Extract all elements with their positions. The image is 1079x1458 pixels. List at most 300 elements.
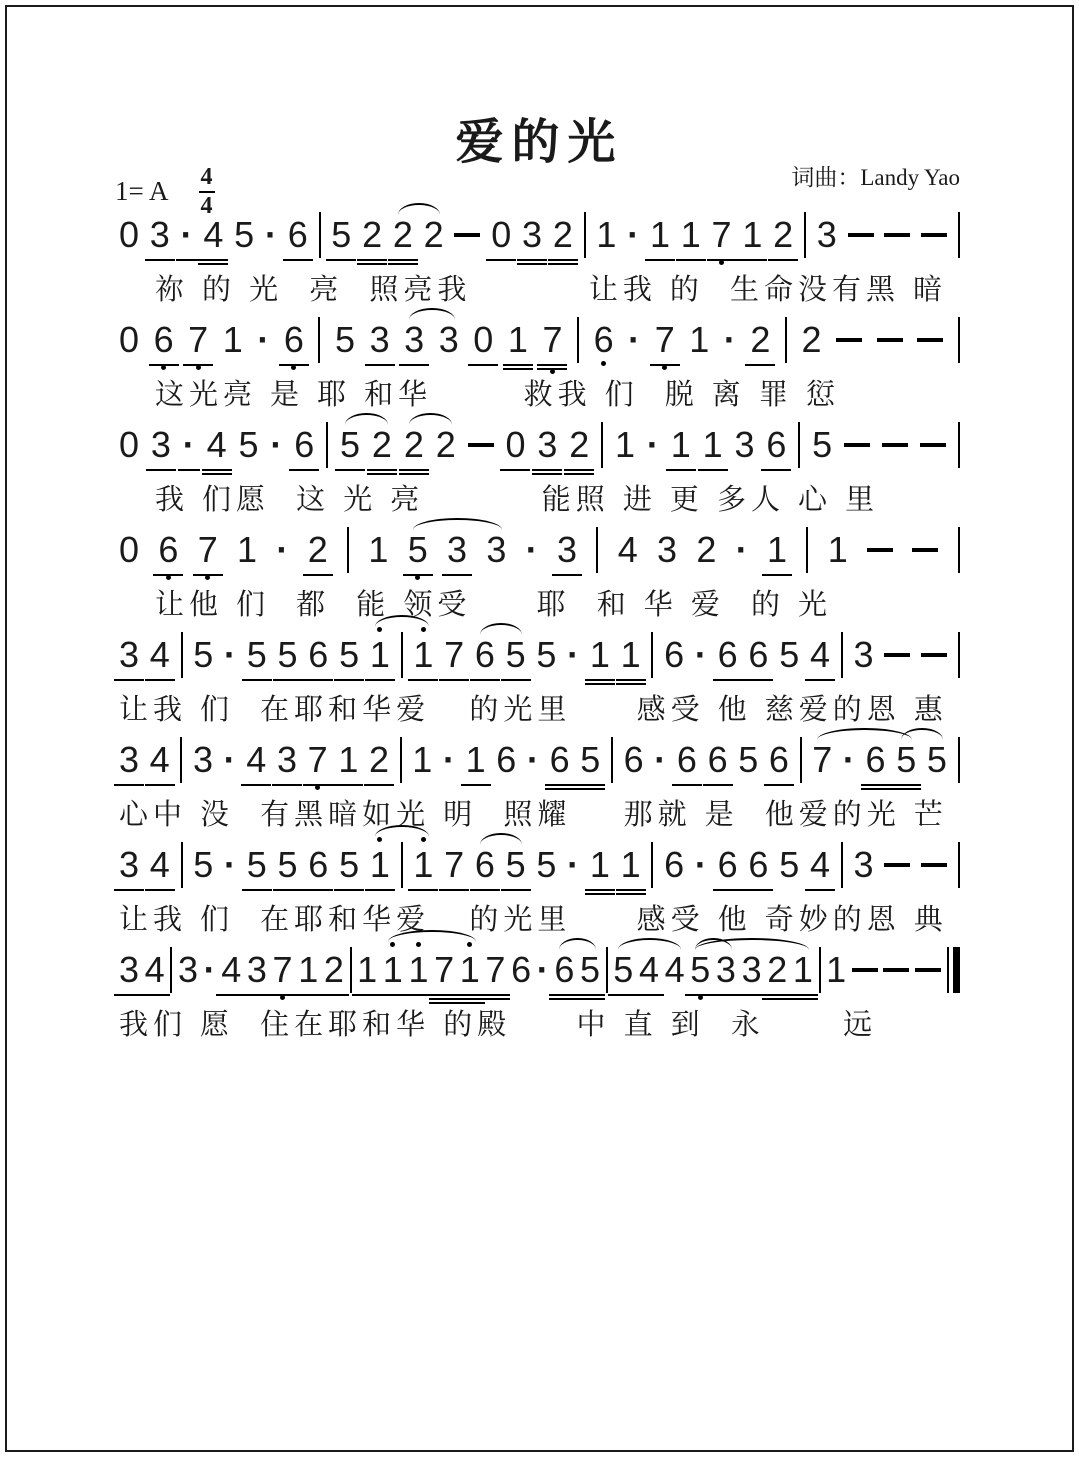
note (369, 844, 390, 885)
bar-line (841, 632, 843, 678)
note-digit: 6 (511, 949, 532, 990)
note-digit: 3 (741, 949, 762, 990)
note-digit: 3 (177, 949, 198, 990)
note-digit: 6 (593, 319, 614, 360)
bar-line (170, 947, 172, 993)
note-digit: 0 (119, 424, 140, 465)
beam-underline (439, 889, 469, 891)
beam-underline (891, 784, 921, 786)
note (767, 949, 788, 990)
note-digit: 5 (193, 844, 214, 885)
note (438, 319, 459, 360)
note-digit: 1 (338, 739, 359, 780)
note (339, 844, 360, 885)
note (308, 844, 329, 885)
note (206, 424, 227, 465)
beam-underline (367, 473, 397, 475)
note-digit: 3 (557, 529, 578, 570)
note (613, 949, 634, 990)
note-digit: 5 (896, 739, 917, 780)
note-digit: 5 (690, 949, 711, 990)
note-digit: 5 (193, 634, 214, 675)
beam-underline (399, 364, 429, 366)
dot-glyph: · (735, 529, 748, 570)
note (748, 844, 769, 885)
note-digit: 3 (657, 529, 678, 570)
beam-underline (634, 994, 664, 996)
note-digit: 5 (613, 949, 634, 990)
beam-underline (241, 784, 271, 786)
note (192, 739, 214, 780)
note-digit: 3 (149, 214, 170, 255)
beam-underline (575, 998, 605, 1000)
bar-line (181, 632, 183, 678)
beam-underline (334, 889, 364, 891)
dot-separator (224, 844, 237, 885)
note-digit: 1 (742, 214, 763, 255)
bar-line (800, 737, 802, 783)
note (491, 214, 512, 255)
note-row (119, 732, 960, 788)
note (412, 739, 433, 780)
note (589, 844, 610, 885)
dot-glyph: · (567, 634, 580, 675)
note-digit: 1 (412, 739, 433, 780)
note-digit: 5 (238, 424, 259, 465)
duration-dash (468, 443, 494, 448)
note-digit: 1 (382, 949, 403, 990)
dot-glyph: · (567, 844, 580, 885)
bar-line (958, 737, 960, 783)
beam-underline (114, 784, 144, 786)
bar-line (180, 737, 182, 783)
note (246, 949, 267, 990)
lyrics-line: 我 们愿 这 光 亮 能照 进 更 多人 心 里 (155, 484, 880, 516)
note-digit: 3 (853, 844, 874, 885)
bar-line (584, 212, 586, 258)
note (119, 634, 140, 675)
note (768, 739, 789, 780)
note (403, 424, 424, 465)
note (444, 844, 465, 885)
note (294, 424, 315, 465)
note-digit: 3 (438, 319, 459, 360)
note (717, 634, 738, 675)
note-digit: 2 (767, 949, 788, 990)
duration-dash (883, 968, 909, 973)
note-digit: 1 (767, 529, 788, 570)
note-digit: 7 (485, 949, 506, 990)
note (620, 844, 641, 885)
note-digit: 0 (119, 214, 140, 255)
note-digit: 2 (773, 214, 794, 255)
beam-underline (676, 259, 706, 261)
beam-underline (145, 259, 175, 261)
note (474, 634, 495, 675)
note-digit: 7 (307, 739, 328, 780)
beam-underline (408, 679, 438, 681)
duration-dash (921, 653, 947, 658)
note-digit: 5 (334, 319, 356, 360)
beam-underline (552, 574, 582, 576)
note (368, 529, 389, 570)
beam-underline (242, 889, 272, 891)
note-digit: 6 (496, 739, 517, 780)
note-digit: 3 (734, 424, 755, 465)
beam-underline (335, 469, 365, 471)
note-digit: 1 (670, 424, 691, 465)
note (369, 319, 390, 360)
note-digit: 2 (696, 529, 717, 570)
note (149, 739, 170, 780)
note (505, 424, 526, 465)
note (654, 319, 675, 360)
dot-glyph: · (224, 844, 237, 885)
bar-line (318, 317, 320, 363)
note-digit: 2 (392, 214, 413, 255)
bar-line (606, 947, 608, 993)
beam-underline (480, 994, 510, 996)
beam-underline (202, 473, 232, 475)
note-digit: 6 (865, 739, 886, 780)
note-digit: 4 (221, 949, 242, 990)
note (149, 634, 170, 675)
beam-underline (399, 469, 429, 471)
note-digit: 3 (119, 739, 140, 780)
note-digit: 5 (580, 739, 601, 780)
note-row (119, 522, 960, 578)
note-digit: 1 (620, 634, 641, 675)
note (536, 634, 557, 675)
note (680, 214, 701, 255)
dot-glyph: · (525, 529, 538, 570)
beam-underline (176, 259, 198, 261)
note-digit: 2 (435, 424, 456, 465)
note (119, 319, 140, 360)
note-digit: 5 (779, 634, 800, 675)
note-digit: 6 (664, 634, 685, 675)
note-digit: 5 (505, 844, 526, 885)
dot-separator (735, 529, 748, 570)
lyrics-line: 祢 的 光 亮 照亮我 让我 的 生命没有黑 暗 (155, 274, 948, 306)
beam-underline (365, 889, 395, 891)
note-digit: 3 (522, 214, 543, 255)
beam-underline (242, 679, 272, 681)
note (505, 634, 526, 675)
note-digit: 3 (119, 949, 140, 990)
beam-underline (548, 263, 578, 265)
note (298, 949, 319, 990)
note (357, 949, 378, 990)
note (816, 214, 837, 255)
note (237, 529, 258, 570)
note-digit: 6 (554, 949, 575, 990)
lyrics-line: 让他 们 都 能 领受 耶 和 华 爱 的 光 (155, 589, 833, 621)
duration-dash (852, 968, 878, 973)
note (119, 844, 140, 885)
beam-underline (357, 263, 387, 265)
note-digit: 3 (486, 529, 507, 570)
duration-dash (454, 233, 480, 238)
note (276, 739, 297, 780)
note (177, 949, 198, 990)
note (779, 634, 800, 675)
note (150, 424, 171, 465)
dot-separator (654, 739, 667, 780)
beam-underline (178, 469, 200, 471)
beam-underline (442, 574, 472, 576)
duration-dash (877, 338, 903, 343)
note (738, 739, 759, 780)
lyrics-line: 我们 愿 住在耶和华 的殿 中 直 到 永 远 (119, 1009, 878, 1041)
note-digit: 3 (816, 214, 837, 255)
bar-line (401, 632, 403, 678)
note-digit: 1 (408, 949, 429, 990)
note-digit: 3 (537, 424, 558, 465)
note (827, 529, 848, 570)
note (119, 739, 140, 780)
note (197, 529, 218, 570)
note-digit: 1 (792, 949, 813, 990)
note (465, 739, 486, 780)
note-digit: 3 (853, 634, 874, 675)
beam-underline (408, 889, 438, 891)
note (853, 634, 874, 675)
note (203, 214, 224, 255)
beam-underline (517, 263, 547, 265)
dot-glyph: · (182, 424, 195, 465)
beam-underline (805, 889, 835, 891)
note (485, 949, 506, 990)
note-digit: 2 (403, 424, 424, 465)
note (734, 424, 755, 465)
note (537, 424, 558, 465)
dot-separator (567, 844, 580, 885)
note (334, 319, 356, 360)
note (552, 214, 573, 255)
bar-line (958, 527, 960, 573)
note-digit: 5 (580, 949, 601, 990)
note-digit: 2 (371, 424, 392, 465)
note (589, 634, 610, 675)
beam-underline (703, 784, 733, 786)
note-digit: 4 (664, 949, 685, 990)
beam-underline (486, 259, 516, 261)
note (277, 634, 298, 675)
beam-underline (455, 1002, 485, 1004)
beam-underline (439, 679, 469, 681)
dot-glyph: · (694, 634, 707, 675)
note-digit: 0 (119, 319, 140, 360)
note (234, 214, 255, 255)
note (331, 214, 352, 255)
note (696, 529, 717, 570)
note-digit: 5 (340, 424, 361, 465)
note (323, 949, 344, 990)
note (554, 949, 575, 990)
dot-glyph: · (536, 949, 549, 990)
note-digit: 6 (707, 739, 728, 780)
note (809, 634, 830, 675)
final-bar-line (947, 947, 960, 993)
dot-glyph: · (270, 424, 283, 465)
note-digit: 3 (119, 844, 140, 885)
duration-dash (921, 233, 947, 238)
bar-line (181, 842, 183, 888)
beam-underline (788, 998, 818, 1000)
note (474, 844, 495, 885)
note (307, 529, 328, 570)
bar-line (819, 947, 821, 993)
beam-underline (272, 784, 302, 786)
beam-underline (713, 679, 743, 681)
note-digit: 6 (676, 739, 697, 780)
duration-dash (915, 968, 941, 973)
beam-underline (468, 364, 498, 366)
note-digit: 3 (150, 424, 171, 465)
dot-glyph: · (627, 214, 640, 255)
beam-underline (575, 784, 605, 786)
note (522, 214, 543, 255)
dot-separator (180, 214, 193, 255)
beam-underline (303, 679, 333, 681)
note (287, 214, 308, 255)
note (338, 739, 359, 780)
dot-separator (646, 424, 659, 465)
page (5, 5, 1074, 1452)
beam-underline (114, 679, 144, 681)
beam-underline (146, 469, 176, 471)
note (664, 634, 685, 675)
note-digit: 5 (246, 634, 267, 675)
note-digit: 5 (536, 634, 557, 675)
note (193, 634, 214, 675)
dot-glyph: · (203, 949, 216, 990)
dot-glyph: · (526, 739, 539, 780)
note-digit: 1 (689, 319, 710, 360)
beam-underline (114, 889, 144, 891)
note (193, 844, 214, 885)
beam-underline (545, 784, 575, 786)
beam-underline (273, 889, 303, 891)
beam-underline (480, 998, 510, 1000)
note-digit: 6 (474, 844, 495, 885)
note-digit: 2 (801, 319, 822, 360)
composer-credit: 词曲：Landy Yao (791, 165, 960, 190)
dot-glyph: · (257, 319, 270, 360)
beam-underline (616, 683, 646, 685)
note-digit: 4 (206, 424, 227, 465)
note (676, 739, 697, 780)
dot-separator (264, 214, 277, 255)
note (369, 634, 390, 675)
note-digit: 5 (738, 739, 759, 780)
note-digit: 7 (434, 949, 455, 990)
note (638, 949, 659, 990)
beam-underline (585, 889, 615, 891)
dot-glyph: · (694, 844, 707, 885)
dot-separator (270, 424, 283, 465)
dot-glyph: · (442, 739, 455, 780)
note (707, 739, 728, 780)
beam-underline (616, 889, 646, 891)
note (711, 214, 732, 255)
dot-glyph: · (276, 529, 289, 570)
note-digit: 6 (283, 319, 304, 360)
dot-separator (223, 739, 236, 780)
note-digit: 4 (144, 949, 165, 990)
beam-underline (367, 469, 397, 471)
note (473, 319, 494, 360)
beam-underline (891, 788, 921, 790)
note (153, 319, 174, 360)
bar-line (785, 317, 787, 363)
bar-line (350, 947, 352, 993)
beam-underline (764, 784, 794, 786)
note-digit: 4 (203, 214, 224, 255)
beam-underline (365, 679, 395, 681)
bar-line (326, 422, 328, 468)
notation-line (119, 627, 960, 732)
note-digit: 5 (234, 214, 255, 255)
notation-line (119, 522, 960, 627)
note-digit: 3 (276, 739, 297, 780)
notation-line (119, 837, 960, 942)
beam-underline (713, 889, 743, 891)
bar-line (806, 527, 808, 573)
note-digit: 4 (617, 529, 638, 570)
note-digit: 2 (750, 319, 771, 360)
note-digit: 5 (277, 844, 298, 885)
note-digit: 7 (812, 739, 833, 780)
beam-underline (743, 889, 773, 891)
bar-line (958, 632, 960, 678)
note (792, 949, 813, 990)
note (222, 319, 243, 360)
bar-line (611, 737, 613, 783)
note-digit: 5 (505, 634, 526, 675)
dot-glyph: · (264, 214, 277, 255)
dot-separator (276, 529, 289, 570)
octave-dot-below (550, 369, 555, 374)
note (664, 844, 685, 885)
beam-underline (145, 889, 175, 891)
note (413, 844, 434, 885)
beam-underline (503, 364, 533, 366)
duration-dash (884, 863, 910, 868)
note (742, 214, 763, 255)
note-digit: 4 (809, 634, 830, 675)
note (408, 949, 429, 990)
note (580, 949, 601, 990)
duration-dash (844, 443, 870, 448)
beam-underline (202, 469, 232, 471)
dot-separator (257, 319, 270, 360)
beam-underline (517, 259, 547, 261)
duration-dash (917, 338, 943, 343)
note (865, 739, 886, 780)
note-digit: 5 (926, 739, 947, 780)
note-digit: 1 (507, 319, 528, 360)
note-digit: 2 (423, 214, 444, 255)
note (221, 949, 242, 990)
note (149, 844, 170, 885)
note-digit: 1 (369, 844, 390, 885)
note (119, 214, 140, 255)
time-signature-denominator: 4 (200, 193, 213, 219)
bar-line (841, 842, 843, 888)
note-digit: 1 (702, 424, 723, 465)
